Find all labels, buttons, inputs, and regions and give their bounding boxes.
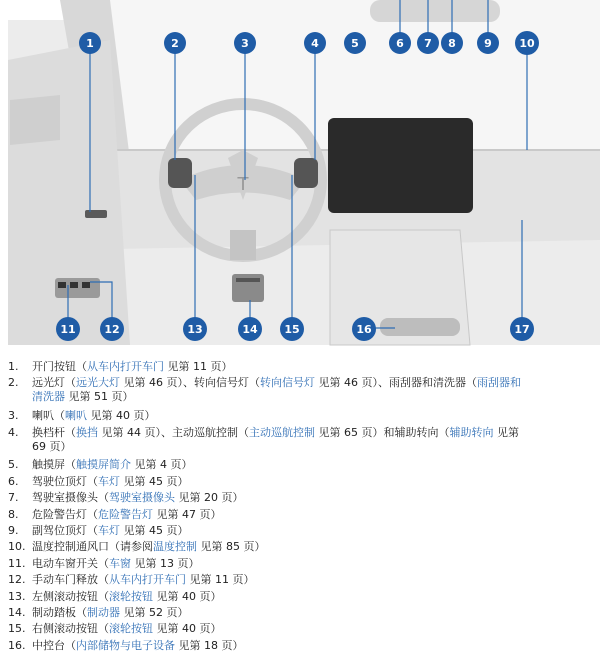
callout-description xyxy=(32,573,572,587)
callout-badge xyxy=(389,32,411,54)
callout-text: 见第 18 页） xyxy=(175,638,244,652)
callout-badge xyxy=(280,317,304,341)
callout-text: 见第 45 页） xyxy=(120,524,189,537)
callout-badge xyxy=(183,317,207,341)
callout-number: 7. xyxy=(8,491,19,505)
svg-text:14: 14 xyxy=(242,323,258,336)
callout-number: 5. xyxy=(8,458,19,472)
callout-text: 驾驶室摄像头（ xyxy=(32,491,109,505)
svg-text:2: 2 xyxy=(171,37,179,50)
callout-text: 见第 11 页） xyxy=(164,360,233,373)
cross-reference-link[interactable]: 辅助转向 xyxy=(449,425,494,439)
cross-reference-link[interactable]: 内部储物与电子设备 xyxy=(76,638,175,652)
callout-text: 见第 52 页） xyxy=(120,606,189,619)
svg-text:6: 6 xyxy=(396,37,404,50)
callout-text: 开门按钮（ xyxy=(32,360,87,373)
callout-description xyxy=(32,426,572,454)
callout-number: 10. xyxy=(8,540,26,554)
cross-reference-link[interactable]: 车灯 xyxy=(98,474,120,488)
callout-text: 制动踏板（ xyxy=(32,606,87,619)
callout-text: 右侧滚动按钮（ xyxy=(32,622,109,636)
callout-text: 见第 13 页） xyxy=(131,556,200,570)
svg-text:5: 5 xyxy=(351,37,359,50)
callout-text: 副驾位顶灯（ xyxy=(32,524,98,537)
callout-number: 3. xyxy=(8,409,19,423)
callout-text: 见第 20 页） xyxy=(175,491,244,505)
callout-text: 见第 11 页） xyxy=(186,573,255,587)
callout-text: 见第 85 页） xyxy=(197,540,266,554)
svg-text:7: 7 xyxy=(424,37,432,50)
callout-number: 6. xyxy=(8,474,19,488)
callout-description xyxy=(32,590,572,604)
callout-description xyxy=(32,475,572,489)
svg-text:1: 1 xyxy=(86,37,94,50)
callout-text: 见第 46 页）、转向信号灯（ xyxy=(120,376,260,390)
callout-number: 11. xyxy=(8,556,26,570)
cross-reference-link[interactable]: 从车内打开车门 xyxy=(87,360,164,373)
svg-text:13: 13 xyxy=(187,323,203,336)
callout-description xyxy=(32,524,572,538)
callout-description xyxy=(32,540,572,554)
callout-description xyxy=(32,557,572,571)
callout-text: 见第 45 页） xyxy=(120,474,189,488)
callout-badge xyxy=(352,317,376,341)
callout-badge xyxy=(477,32,499,54)
cross-reference-link[interactable]: 主动巡航控制 xyxy=(249,425,315,439)
callout-text: 见第 40 页） xyxy=(153,589,222,603)
callout-badge xyxy=(100,317,124,341)
callout-number: 1. xyxy=(8,360,19,373)
svg-text:11: 11 xyxy=(60,323,76,336)
callout-badge xyxy=(164,32,186,54)
callout-text: 温度控制通风口（请参阅 xyxy=(32,540,153,554)
svg-text:9: 9 xyxy=(484,37,492,50)
cross-reference-link[interactable]: 从车内打开车门 xyxy=(109,573,186,587)
callout-badge xyxy=(441,32,463,54)
callout-description xyxy=(32,508,572,522)
cross-reference-link[interactable]: 滚轮按钮 xyxy=(109,589,153,603)
svg-text:T: T xyxy=(237,174,249,195)
cross-reference-link[interactable]: 驾驶室摄像头 xyxy=(109,491,175,505)
callout-badge xyxy=(344,32,366,54)
callout-text: 手动车门释放（ xyxy=(32,573,109,587)
callout-text: 见第 44 页）、主动巡航控制（ xyxy=(98,425,249,439)
callout-number: 13. xyxy=(8,589,26,603)
callout-badge xyxy=(417,32,439,54)
callout-number: 2. xyxy=(8,376,19,390)
cross-reference-link[interactable]: 雨刮器和 xyxy=(477,376,521,390)
callout-description xyxy=(32,491,572,505)
callout-text: 见第 xyxy=(493,425,519,439)
cross-reference-link[interactable]: 车灯 xyxy=(98,524,120,537)
callout-text: 换档杆（ xyxy=(32,425,76,439)
callout-badge xyxy=(238,317,262,341)
callout-badge xyxy=(79,32,101,54)
svg-text:8: 8 xyxy=(448,37,456,50)
callout-text: 左侧滚动按钮（ xyxy=(32,589,109,603)
callout-text: 远光灯（ xyxy=(32,376,76,390)
callout-text: 见第 40 页） xyxy=(153,622,222,636)
callout-badge xyxy=(515,31,539,55)
callout-badge xyxy=(56,317,80,341)
callout-description xyxy=(32,606,572,620)
cross-reference-link[interactable]: 制动器 xyxy=(87,606,120,619)
cross-reference-link[interactable]: 车窗 xyxy=(109,556,131,570)
callout-description xyxy=(32,376,572,404)
svg-text:15: 15 xyxy=(284,323,300,336)
callout-text: 喇叭（ xyxy=(32,409,65,423)
callout-number: 9. xyxy=(8,524,19,537)
cross-reference-link[interactable]: 换挡 xyxy=(76,425,98,439)
callout-description xyxy=(32,409,572,423)
callout-description xyxy=(32,639,572,653)
callout-text: 电动车窗开关（ xyxy=(32,556,109,570)
callout-text: 触摸屏（ xyxy=(32,458,76,472)
callout-description xyxy=(32,622,572,636)
callout-badge xyxy=(234,32,256,54)
cross-reference-link[interactable]: 转向信号灯 xyxy=(260,376,315,390)
callout-text: 见第 40 页） xyxy=(87,409,156,423)
callout-number: 14. xyxy=(8,606,26,619)
callout-text: 见第 4 页） xyxy=(131,458,193,472)
svg-text:16: 16 xyxy=(356,323,372,336)
svg-text:3: 3 xyxy=(241,37,249,50)
cross-reference-link[interactable]: 温度控制 xyxy=(153,540,197,554)
callout-text: 见第 51 页） xyxy=(65,390,134,404)
callout-number: 4. xyxy=(8,425,19,439)
callout-text: 中控台（ xyxy=(32,638,76,652)
cross-reference-link[interactable]: 滚轮按钮 xyxy=(109,622,153,636)
callout-text: 危险警告灯（ xyxy=(32,507,98,521)
svg-text:4: 4 xyxy=(311,37,319,50)
svg-text:12: 12 xyxy=(104,323,120,336)
callout-text: 见第 47 页） xyxy=(153,507,222,521)
svg-text:10: 10 xyxy=(519,37,535,50)
callout-text: 见第 46 页）、雨刮器和清洗器（ xyxy=(315,376,477,390)
callout-badge xyxy=(304,32,326,54)
callout-number: 8. xyxy=(8,507,19,521)
callout-badge xyxy=(510,317,534,341)
callout-number: 12. xyxy=(8,573,26,587)
callout-number: 16. xyxy=(8,638,26,652)
callout-description xyxy=(32,360,572,374)
callout-number: 15. xyxy=(8,622,26,636)
cross-reference-link[interactable]: 远光大灯 xyxy=(76,376,120,390)
cross-reference-link[interactable]: 触摸屏简介 xyxy=(76,458,131,472)
callout-text: 见第 65 页）和辅助转向（ xyxy=(315,425,450,439)
cross-reference-link[interactable]: 清洗器 xyxy=(32,390,65,404)
svg-text:17: 17 xyxy=(514,323,530,336)
callout-description xyxy=(32,458,572,472)
callout-text: 驾驶位顶灯（ xyxy=(32,474,98,488)
cross-reference-link[interactable]: 喇叭 xyxy=(65,409,87,423)
cross-reference-link[interactable]: 危险警告灯 xyxy=(98,507,153,521)
callout-text: 69 页） xyxy=(32,439,72,453)
